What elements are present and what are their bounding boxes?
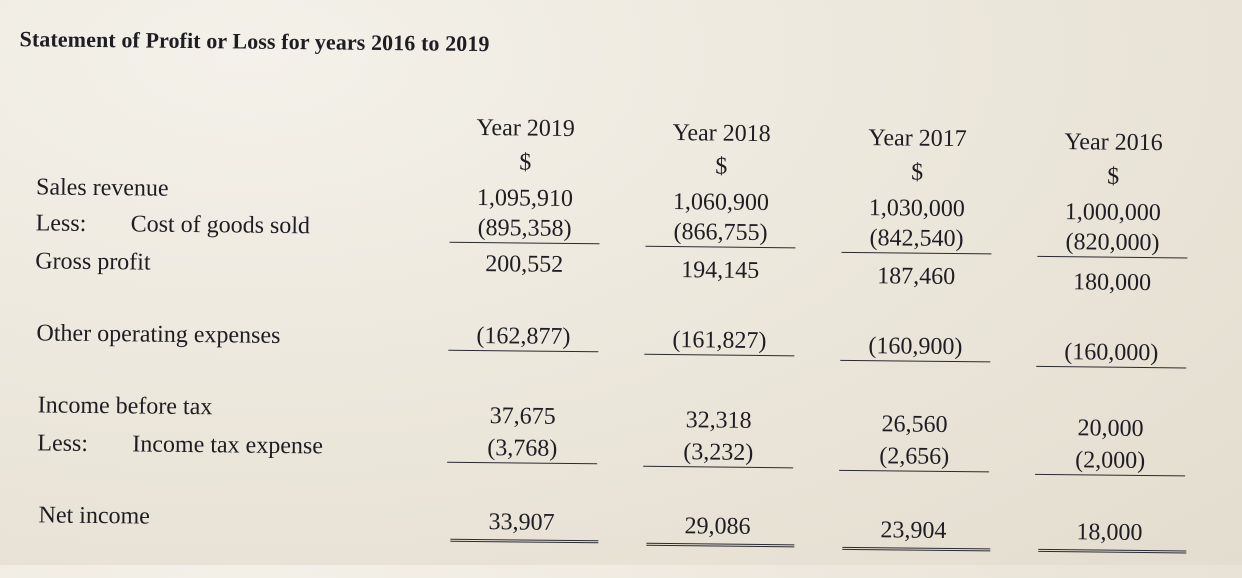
net-value: 33,907 [488,509,555,536]
opex-value: (160,900) [840,333,990,363]
label-less: Less: [35,210,87,237]
total-double-rule [646,543,794,550]
column-2019 [446,5,602,572]
tax-value: (3,232) [643,439,793,469]
sales-value: 1,030,000 [868,195,965,223]
gross-value: 187,460 [877,263,956,291]
ibt-value: 37,675 [489,403,556,430]
currency-symbol: $ [715,153,728,180]
gross-value: 194,145 [681,257,760,284]
label-income-before-tax: Income before tax [37,392,213,421]
currency-symbol: $ [519,149,532,176]
currency-symbol: $ [1107,163,1120,190]
column-2017 [838,9,994,576]
label-cogs-row [36,210,311,240]
opex-value: (160,000) [1036,339,1186,369]
label-other-opex: Other operating expenses [36,320,281,349]
statement-title: Statement of Profit or Loss for years 2016 to 2019 [19,26,490,57]
net-value: 18,000 [1076,519,1143,546]
cogs-value: (842,540) [841,225,991,255]
ibt-value: 32,318 [685,407,752,434]
label-net-income: Net income [38,502,151,530]
column-2018 [642,7,798,574]
net-value: 23,904 [880,517,947,544]
cogs-value: (895,358) [449,215,599,245]
cogs-value: (820,000) [1037,229,1187,259]
tax-value: (2,656) [839,443,989,473]
cogs-value: (866,755) [645,219,795,249]
gross-value: 200,552 [485,251,564,278]
label-income-tax-row [37,430,323,460]
tax-value: (3,768) [447,435,597,465]
label-sales-revenue: Sales revenue [35,174,169,202]
column-2016 [1034,11,1190,578]
year-header: Year 2019 [476,114,575,143]
label-less: Less: [37,430,89,457]
year-header: Year 2016 [1064,129,1163,157]
ibt-value: 26,560 [881,411,948,438]
sales-value: 1,000,000 [1064,199,1161,227]
sales-value: 1,060,900 [672,189,770,217]
currency-symbol: $ [911,159,924,186]
net-value: 29,086 [684,513,751,540]
total-double-rule [842,547,990,554]
opex-value: (162,877) [448,323,598,353]
label-gross-profit: Gross profit [35,248,151,276]
label-income-tax: Income tax expense [132,431,324,460]
year-header: Year 2017 [868,125,967,153]
year-header: Year 2018 [672,120,771,148]
ibt-value: 20,000 [1077,415,1144,442]
gross-value: 180,000 [1072,269,1152,297]
label-cogs: Cost of goods sold [130,211,311,240]
total-double-rule [450,539,598,546]
tax-value: (2,000) [1035,447,1185,477]
opex-value: (161,827) [644,327,794,357]
total-double-rule [1038,549,1186,556]
sales-value: 1,095,910 [476,185,574,213]
